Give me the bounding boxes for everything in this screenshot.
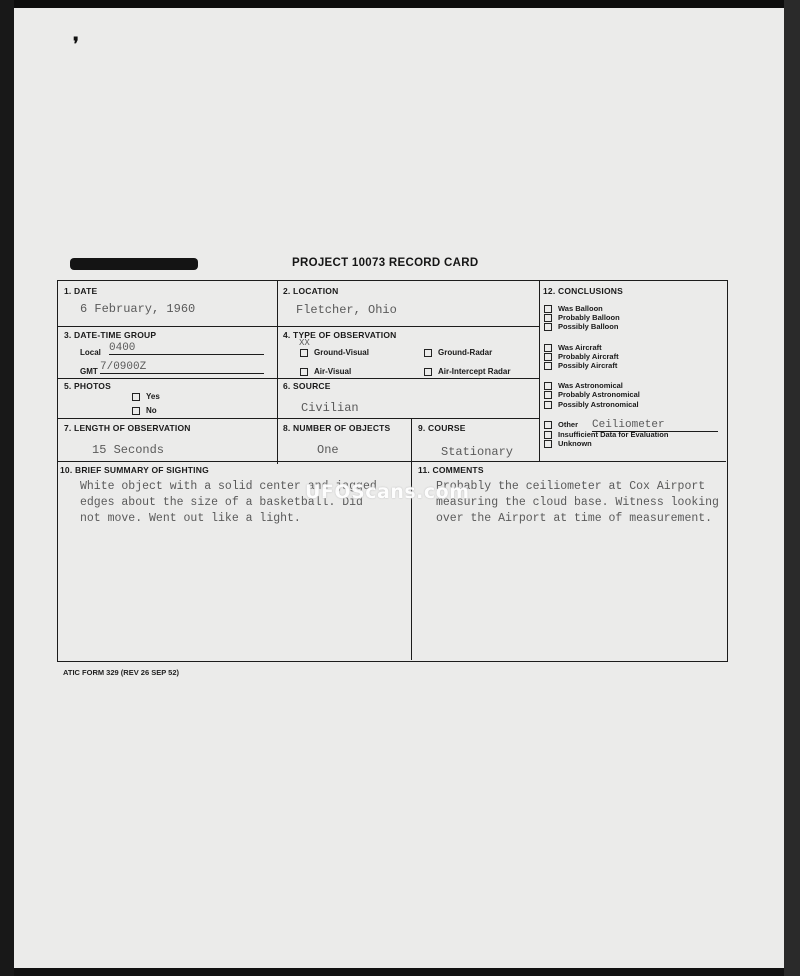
conclusion-checkbox [544,421,552,429]
conclusion-label: Insufficient Data for Evaluation [558,430,669,439]
conclusions-label: 12. CONCLUSIONS [543,286,623,296]
summary-line: edges about the size of a basketball. Did [80,496,363,509]
conclusion-option [544,361,617,370]
conclusion-checkbox [544,314,552,322]
date-value: 6 February, 1960 [80,302,196,316]
conclusion-label: Possibly Astronomical [558,400,639,409]
conclusion-checkbox [544,401,552,409]
location-label: 2. LOCATION [283,286,339,296]
row-divider-2 [58,378,539,379]
conclusion-checkbox [544,323,552,331]
conclusion-option [544,420,578,429]
length-label: 7. LENGTH OF OBSERVATION [64,423,191,433]
conclusion-option [544,313,620,322]
conclusion-option [544,322,618,331]
ground-radar-checkbox [424,349,432,357]
source-label: 6. SOURCE [283,381,331,391]
photos-no-checkbox [132,407,140,415]
summary-line: White object with a solid center and jagged [80,480,377,493]
conclusion-label: Was Aircraft [558,343,602,352]
col-divider-3 [411,418,412,660]
photos-yes-label: Yes [146,392,160,401]
air-intercept-label: Air-Intercept Radar [438,367,511,376]
conclusion-option [544,381,623,390]
conclusion-checkbox [544,391,552,399]
scan-border-top [0,0,800,8]
ground-radar-option [424,348,492,357]
other-conclusion-value: Ceiliometer [592,419,718,432]
redaction-bar [70,258,198,270]
conclusion-label: Possibly Balloon [558,322,619,331]
conclusion-label: Unknown [558,439,592,448]
conclusion-label: Probably Astronomical [558,390,640,399]
conclusion-checkbox [544,353,552,361]
photos-no-label: No [146,406,157,415]
ground-visual-label: Ground-Visual [314,348,369,357]
number-value: One [317,443,339,457]
conclusion-option [544,439,592,448]
air-visual-checkbox [300,368,308,376]
ground-visual-option [300,348,369,357]
comments-line: over the Airport at time of measurement. [436,512,713,525]
course-label: 9. COURSE [418,423,466,433]
col-divider-1 [277,281,278,464]
conclusion-label: Probably Balloon [558,313,620,322]
conclusion-checkbox [544,440,552,448]
date-label: 1. DATE [64,286,98,296]
row-divider-3 [58,418,539,419]
watermark: UFOScans.com [305,481,470,503]
scan-border-right [784,0,800,976]
photos-label: 5. PHOTOS [64,381,111,391]
comments-line: measuring the cloud base. Witness looking [436,496,719,509]
comments-line: Probably the ceiliometer at Cox Airport [436,480,706,493]
conclusion-checkbox [544,344,552,352]
conclusion-option [544,390,640,399]
air-intercept-option [424,367,510,376]
conclusion-label: Possibly Aircraft [558,361,618,370]
conclusion-label: Other [558,420,579,429]
row-divider-1 [58,326,539,327]
air-intercept-checkbox [424,368,432,376]
source-value: Civilian [301,401,359,415]
conclusion-checkbox [544,431,552,439]
photos-yes-checkbox [132,393,140,401]
row-divider-4 [58,461,726,462]
ground-visual-check-mark: XX [299,338,310,348]
conclusion-checkbox [544,305,552,313]
air-visual-label: Air-Visual [314,367,352,376]
local-value: 0400 [109,342,264,355]
number-label: 8. NUMBER OF OBJECTS [283,423,391,433]
conclusion-label: Was Astronomical [558,381,623,390]
summary-line: not move. Went out like a light. [80,512,301,525]
conclusion-checkbox [544,382,552,390]
photos-yes-option [132,392,160,401]
ground-visual-checkbox [300,349,308,357]
course-value: Stationary [441,445,514,459]
conclusion-option [544,400,639,409]
card-title: PROJECT 10073 RECORD CARD [292,257,479,269]
type-label: 4. TYPE OF OBSERVATION [283,330,397,340]
conclusion-label: Probably Aircraft [558,352,619,361]
form-id: ATIC FORM 329 (REV 26 SEP 52) [63,668,180,677]
gmt-value: 7/0900Z [100,361,264,374]
conclusion-option [544,304,603,313]
local-label: Local [80,348,101,357]
comments-label: 11. COMMENTS [418,465,484,475]
scan-border-left [0,0,14,976]
dtg-label: 3. DATE-TIME GROUP [64,330,157,340]
photos-no-option [132,406,157,415]
col-divider-2 [539,281,540,462]
summary-label: 10. BRIEF SUMMARY OF SIGHTING [60,465,209,475]
conclusion-option [544,343,602,352]
location-value: Fletcher, Ohio [296,303,397,317]
gmt-label: GMT [80,367,98,376]
conclusion-label: Was Balloon [558,304,603,313]
air-visual-option [300,367,351,376]
conclusion-checkbox [544,362,552,370]
ground-radar-label: Ground-Radar [438,348,493,357]
length-value: 15 Seconds [92,443,165,457]
corner-mark: ❜ [73,34,79,55]
conclusion-option [544,352,619,361]
